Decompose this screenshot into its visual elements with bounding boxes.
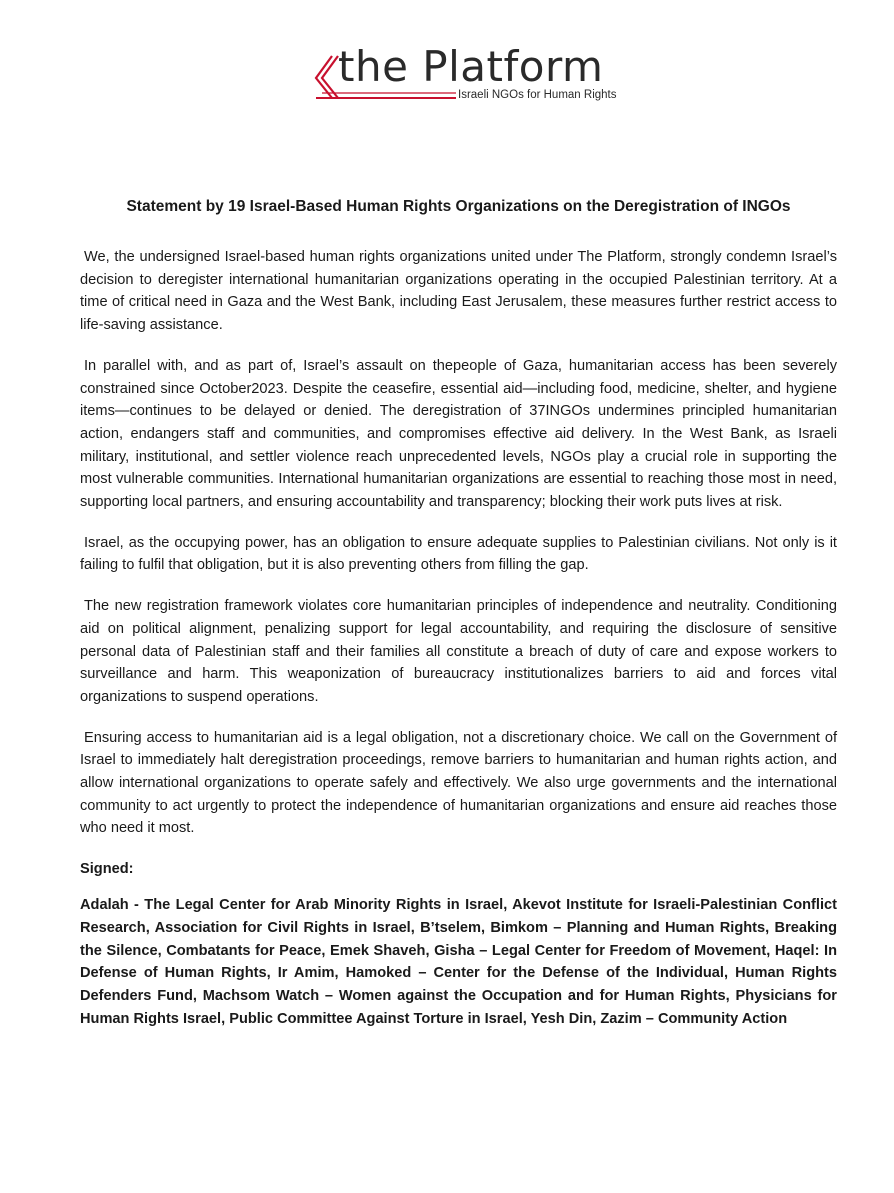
signatories-list: Adalah - The Legal Center for Arab Minority Rights in Israel, Akevot Institute for Israeli-Palestinian Conflict Research, Association for Civil Rights in Israel, B’tselem, Bimkom – Planning and Human Rights, Breaking the Silence, Combatants for Peace, Emek Shaveh, Gisha – Legal Center for Freedom of Movement, Haqel: In Defense of Human Rights, Ir Amim, Hamoked – Center for the Defense of the Individual, Human Rights Defenders Fund, Machsom Watch – Women against the Occupation and for Human Rights, Physicians for Human Rights Israel, Public Committee Against Torture in Israel, Yesh Din, Zazim – Community Action (80, 897, 837, 1027)
platform-logo (308, 42, 618, 110)
logo-tagline: Israeli NGOs for Human Rights (458, 89, 617, 101)
logo-name: the Platform (338, 42, 604, 91)
statement-body (80, 196, 837, 1030)
signed-label: Signed: (80, 861, 134, 878)
paragraph-5: Ensuring access to humanitarian aid is a legal obligation, not a discretionary choice. We call on the Government of Israel to immediately halt deregistration proceedings, remove barriers to humanitarian and human rights action, and allow international organizations to operate safely and effectively. We also urge governments and the international community to act urgently to protect the independence of humanitarian organizations and ensure aid reaches those who need it most. (80, 729, 837, 837)
paragraph-4: The new registration framework violates core humanitarian principles of independence and neutrality. Conditioning aid on political alignment, penalizing support for legal accountability, and requiring the disclosure of sensitive personal data of Palestinian staff and their families all constitute a breach of duty of care and expose workers to surveillance and harm. This weaponization of bureaucracy institutionalizes barriers to aid and forces vital organizations to suspend operations. (80, 598, 837, 705)
paragraph-2: In parallel with, and as part of, Israel’s assault on thepeople of Gaza, humanitarian access has been severely constrained since October2023. Despite the ceasefire, essential aid—including food, medicine, shelter, and hygiene items—continues to be delayed or denied. The deregistration of 37INGOs undermines principled humanitarian action, endangers staff and communities, and compromises effective aid delivery. In the West Bank, as Israeli military, institutional, and settler violence reach unprecedented levels, NGOs play a crucial role in supporting the most vulnerable communities. International humanitarian organizations are essential to reaching those most in need, supporting local partners, and ensuring accountability and transparency; blocking their work puts lives at risk. (80, 357, 837, 511)
paragraph-3: Israel, as the occupying power, has an obligation to ensure adequate supplies to Palestinian civilians. Not only is it failing to fulfil that obligation, but it is also preventing others from filling the gap. (80, 534, 837, 574)
paragraph-1: We, the undersigned Israel-based human rights organizations united under The Platform, strongly condemn Israel’s decision to deregister international humanitarian organizations operating in the occupied Palestinian territory. At a time of critical need in Gaza and the West Bank, including East Jerusalem, these measures further restrict access to life-saving assistance. (80, 249, 837, 334)
statement-title: Statement by 19 Israel-Based Human Rights Organizations on the Deregistration of INGOs (126, 198, 791, 215)
